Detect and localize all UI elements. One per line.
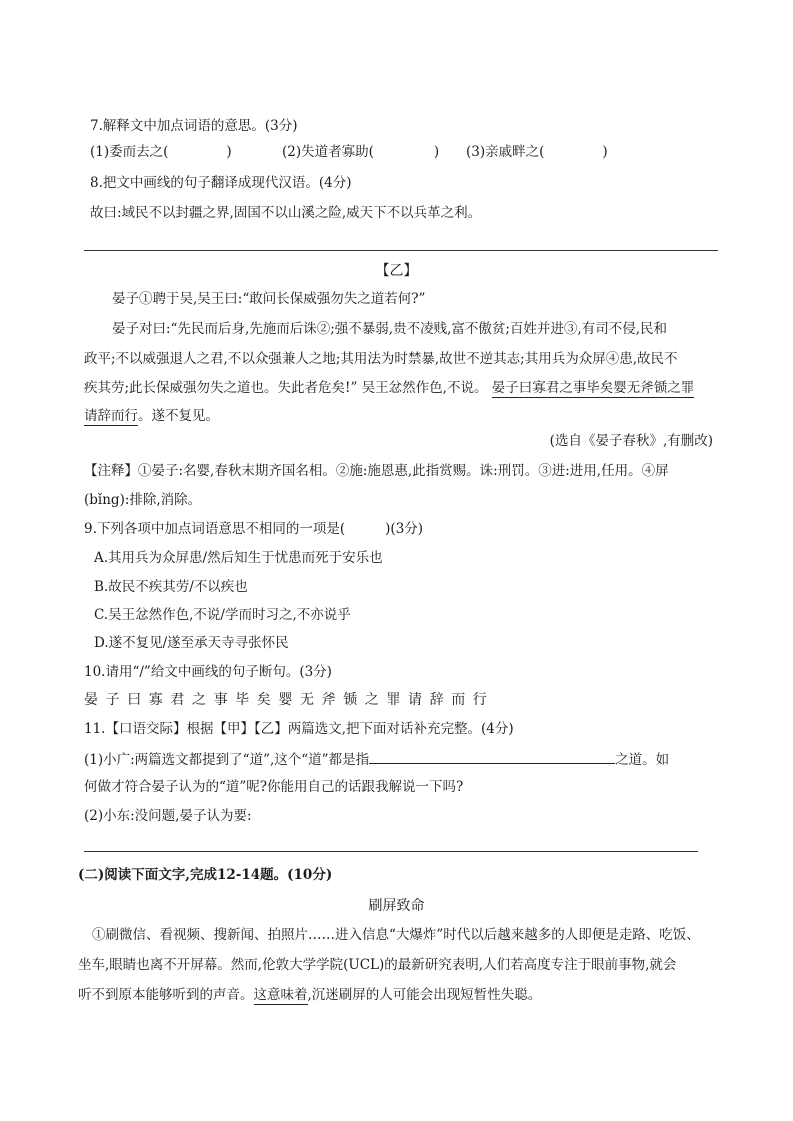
passage-b-heading: 【乙】 <box>375 263 418 279</box>
q11-dialog-1: (1)小广:两篇选文都提到了“道”,这个“道”都是指 之道。如 <box>84 749 669 769</box>
q9-option-c: C.吴王忿然作色,不说/学而时习之,不亦说乎 <box>94 607 351 623</box>
underlined-sentence-part-2: 请辞而行 <box>84 408 138 424</box>
passage-b-line-2: 晏子对曰:“先民而后身,先施而后诛②;强不暴弱,贵不凌贱,富不傲贫;百姓并进③,有司不侵,民和 <box>112 321 668 337</box>
divider-1 <box>84 250 718 251</box>
q10-stem: 10.请用“/”给文中画线的句子断句。(3分) <box>84 664 332 680</box>
article-title: 刷屏致命 <box>368 898 425 914</box>
q9-stem: 9.下列各项中加点词语意思不相同的一项是( )(3分) <box>84 521 424 537</box>
passage-b-line-4: 疾其劳;此长保威强勿失之道也。失此者危矣!” 吴王忿然作色,不说。 晏子曰寡君之事毕矣婴无斧锧之罪 <box>84 380 695 396</box>
q8-sentence: 故曰:域民不以封疆之界,固国不以山溪之险,威天下不以兵革之利。 <box>90 205 482 221</box>
article-para-line-3: 听不到原本能够听到的声音。这意味着,沉迷刷屏的人可能会出现短暂性失聪。 <box>78 987 542 1003</box>
passage-b-line-1: 晏子①聘于吴,吴王曰:“敢问长保威强勿失之道若何?” <box>112 291 426 307</box>
notes-line-1: 【注释】①晏子:名婴,春秋末期齐国名相。②施:施恩惠,此指赏赐。诛:刑罚。③进:进用,任用。④屏 <box>84 463 669 479</box>
notes-line-2: (bǐng):排除,消除。 <box>84 492 202 508</box>
q10-sentence: 晏子曰寡君之事毕矣婴无斧锧之罪请辞而行 <box>84 692 495 708</box>
q9-option-a: A.其用兵为众屏患/然后知生于忧患而死于安乐也 <box>94 550 383 566</box>
underlined-sentence-part-1: 晏子曰寡君之事毕矣婴无斧锧之罪 <box>491 380 695 396</box>
q9-option-b: B.故民不疾其劳/不以疾也 <box>94 579 248 595</box>
q7-item-1-label: (1)委而去之( <box>90 144 169 160</box>
passage-b-line-3: 政平;不以威强退人之君,不以众强兼人之地;其用法为时禁暴,故世不逆其志;其用兵为众屏④患,故民不 <box>84 351 678 367</box>
q7-item-3: (3)亲戚畔之( ) <box>466 144 608 160</box>
section-2-heading: (二)阅读下面文字,完成12-14题。(10分) <box>78 867 333 883</box>
article-para-line-1: ①刷微信、看视频、搜新闻、拍照片……进入信息“大爆炸”时代以后越来越多的人即便是走路、吃饭、 <box>92 927 700 943</box>
passage-b-source: (选自《晏子春秋》,有删改) <box>549 433 713 449</box>
divider-2 <box>84 851 698 852</box>
q7-item-3-label: (3)亲戚畔之( <box>466 144 545 160</box>
passage-b-line-5: 请辞而行。遂不复见。 <box>84 408 219 424</box>
article-para-line-2: 坐车,眼睛也离不开屏幕。然而,伦敦大学学院(UCL)的最新研究表明,人们若高度专注于眼前事物,就会 <box>78 957 677 973</box>
q7-stem: 7.解释文中加点词语的意思。(3分) <box>90 118 298 134</box>
q11-stem: 11.【口语交际】根据【甲】【乙】两篇选文,把下面对话补充完整。(4分) <box>84 721 514 737</box>
q11-dialog-1-cont: 何做才符合晏子认为的“道”呢?你能用自己的话跟我解说一下吗? <box>84 779 464 795</box>
underlined-phrase: 这意味着 <box>253 987 308 1003</box>
q7-item-2: (2)失道者寡助( ) <box>282 144 440 160</box>
q7-item-1: (1)委而去之( ) <box>90 144 232 160</box>
q9-option-d: D.遂不复见/遂至承天寺寻张怀民 <box>94 635 289 651</box>
q11-answer-blank[interactable] <box>369 749 615 764</box>
q7-item-2-label: (2)失道者寡助( <box>282 144 374 160</box>
q11-dialog-2: (2)小东:没问题,晏子认为要: <box>84 808 252 824</box>
q8-stem: 8.把文中画线的句子翻译成现代汉语。(4分) <box>90 175 352 191</box>
